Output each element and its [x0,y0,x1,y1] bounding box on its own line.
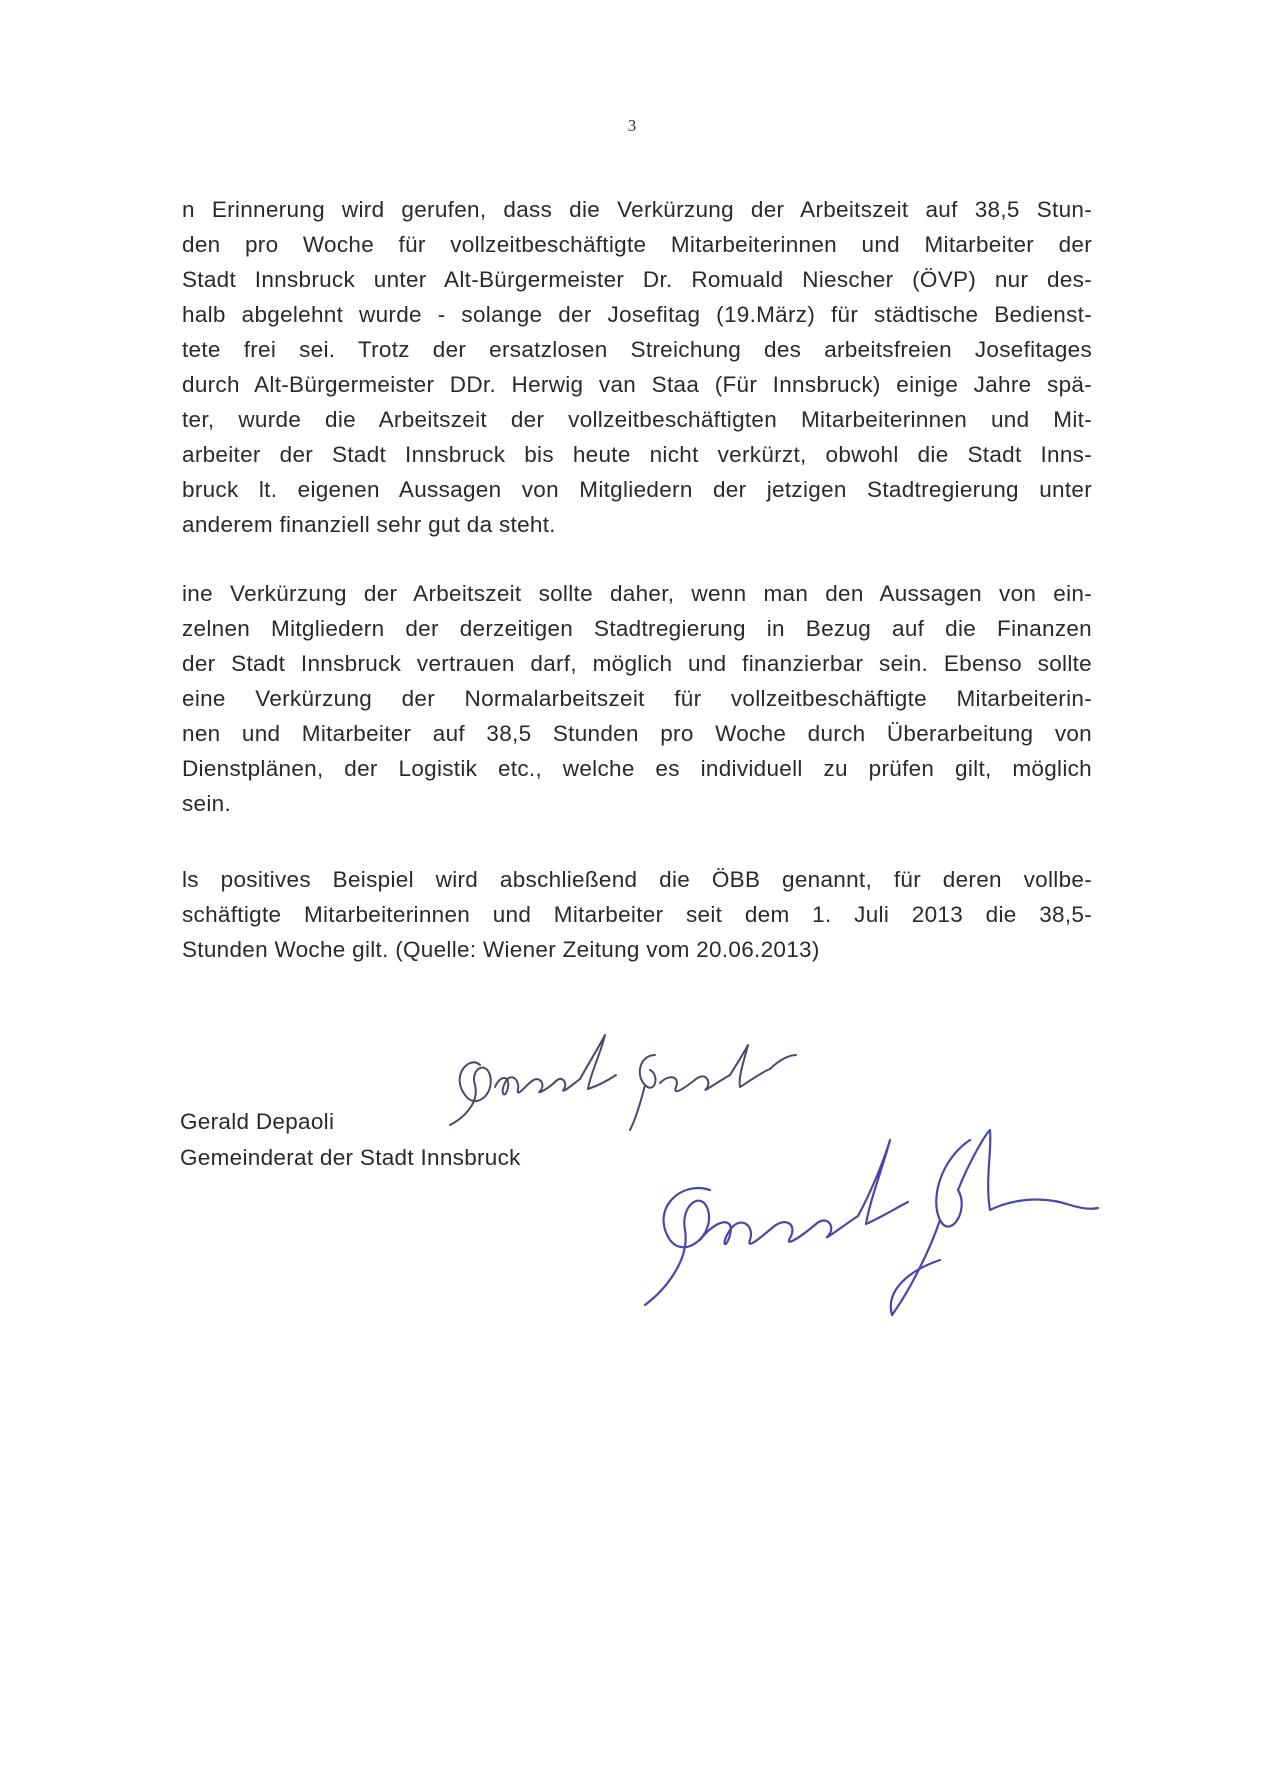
paragraph-line: schäftigte Mitarbeiterinnen und Mitarbeiter seit dem 1. Juli 2013 die 38,5- [182,902,1092,927]
paragraph-line: durch Alt-Bürgermeister DDr. Herwig van Staa (Für Innsbruck) einige Jahre spä- [182,372,1092,397]
paragraph-line: der Stadt Innsbruck vertrauen darf, möglich und finanzierbar sein. Ebenso sollte [182,651,1092,676]
paragraph-line: anderem finanziell sehr gut da steht. [182,512,556,537]
paragraph-1 [182,192,1092,542]
signer-title: Gemeinderat der Stadt Innsbruck [180,1145,521,1170]
paragraph-line: zelnen Mitgliedern der derzeitigen Stadtregierung in Bezug auf die Finanzen [182,616,1092,641]
paragraph-line: bruck lt. eigenen Aussagen von Mitgliedern der jetzigen Stadtregierung unter [182,477,1092,502]
paragraph-line: tete frei sei. Trotz der ersatzlosen Streichung des arbeitsfreien Josefitages [182,337,1092,362]
page-number: 3 [627,116,637,135]
paragraph-3 [182,862,1092,967]
paragraph-line: nen und Mitarbeiter auf 38,5 Stunden pro Woche durch Überarbeitung von [182,721,1092,746]
paragraph-line: ls positives Beispiel wird abschließend die ÖBB genannt, für deren vollbe- [182,867,1092,892]
paragraph-line: halb abgelehnt wurde - solange der Josefitag (19.März) für städtische Bedienst- [182,302,1092,327]
paragraph-line: ter, wurde die Arbeitszeit der vollzeitbeschäftigten Mitarbeiterinnen und Mit- [182,407,1092,432]
paragraph-line: arbeiter der Stadt Innsbruck bis heute nicht verkürzt, obwohl die Stadt Inns- [182,442,1092,467]
paragraph-line: den pro Woche für vollzeitbeschäftigte Mitarbeiterinnen und Mitarbeiter der [182,232,1092,257]
signer-name: Gerald Depaoli [180,1109,335,1134]
signature-block [180,1104,521,1176]
paragraph-line: Stunden Woche gilt. (Quelle: Wiener Zeitung vom 20.06.2013) [182,937,820,962]
paragraph-line: ine Verkürzung der Arbeitszeit sollte daher, wenn man den Aussagen von ein- [182,581,1092,606]
paragraph-line: n Erinnerung wird gerufen, dass die Verkürzung der Arbeitszeit auf 38,5 Stun- [182,197,1092,222]
paragraph-line: eine Verkürzung der Normalarbeitszeit für vollzeitbeschäftigte Mitarbeiterin- [182,686,1092,711]
paragraph-line: Dienstplänen, der Logistik etc., welche es individuell zu prüfen gilt, möglich [182,756,1092,781]
paragraph-2 [182,576,1092,821]
paragraph-line: sein. [182,791,232,816]
handwritten-signature-2 [640,1120,1100,1320]
paragraph-line: Stadt Innsbruck unter Alt-Bürgermeister Dr. Romuald Niescher (ÖVP) nur des- [182,267,1092,292]
